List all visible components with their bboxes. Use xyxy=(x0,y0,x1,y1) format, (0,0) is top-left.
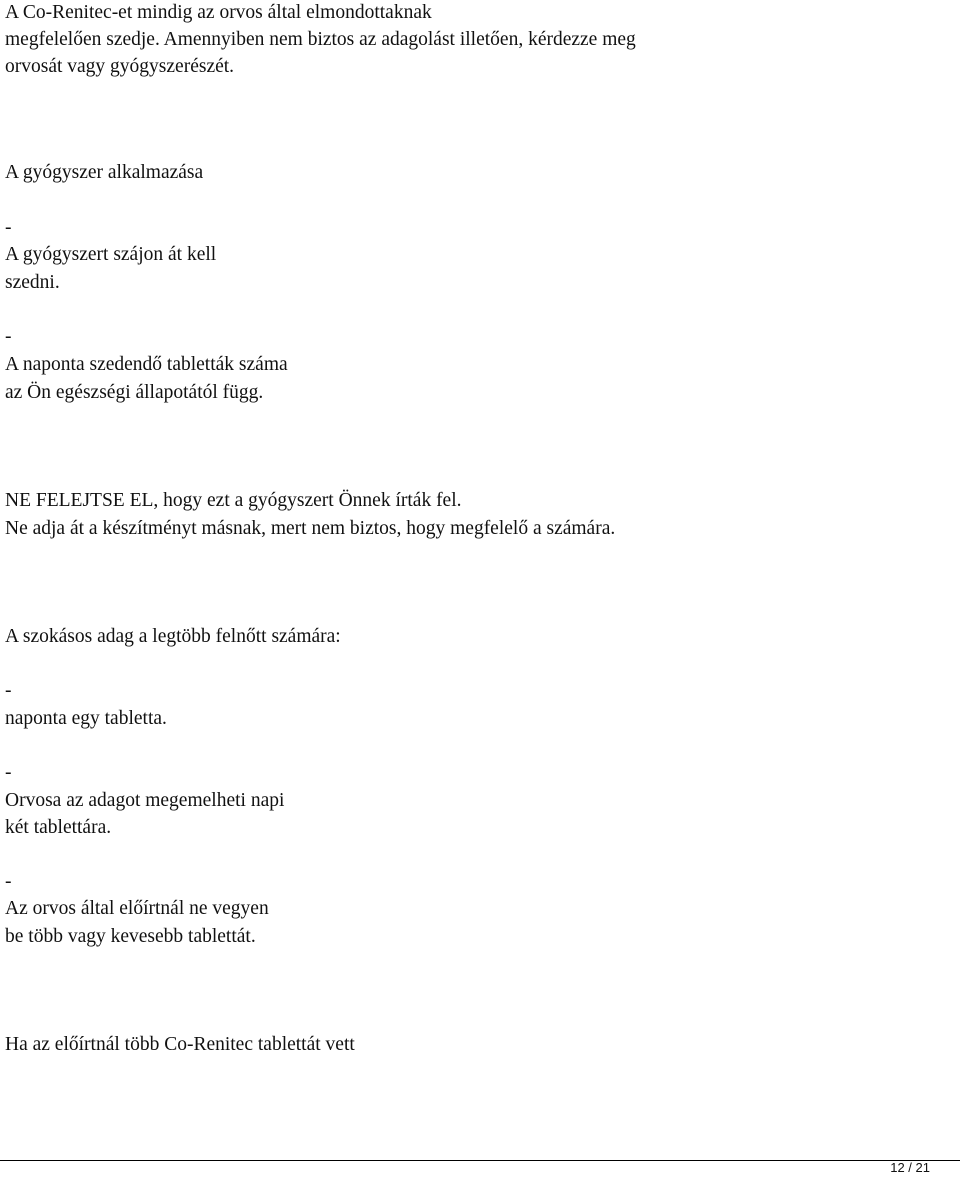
text-line: két tablettára. xyxy=(5,817,112,838)
text-line: Orvosa az adagot megemelheti napi xyxy=(5,790,285,811)
text-line: Az orvos által előírtnál ne vegyen xyxy=(5,898,269,919)
text-line: naponta egy tabletta. xyxy=(5,708,167,729)
bullet-dash: - xyxy=(5,680,12,701)
bullet-dash: - xyxy=(5,871,12,892)
bullet-dash: - xyxy=(5,762,12,783)
section-heading: A gyógyszer alkalmazása xyxy=(5,162,204,183)
section-heading: Ha az előírtnál több Co-Renitec tablettát vett xyxy=(5,1034,355,1055)
text-line: az Ön egészségi állapotától függ. xyxy=(5,382,264,403)
text-line: orvosát vagy gyógyszerészét. xyxy=(5,56,235,77)
text-line: szedni. xyxy=(5,272,60,293)
text-line: Ne adja át a készítményt másnak, mert nem biztos, hogy megfelelő a számára. xyxy=(5,518,616,539)
text-line: NE FELEJTSE EL, hogy ezt a gyógyszert Önnek írták fel. xyxy=(5,490,462,511)
section-heading: A szokásos adag a legtöbb felnőtt számára: xyxy=(5,626,341,647)
text-line: megfelelően szedje. Amennyiben nem biztos az adagolást illetően, kérdezze meg xyxy=(5,29,636,50)
footer-divider xyxy=(0,1160,960,1161)
bullet-dash: - xyxy=(5,326,12,347)
text-line: A Co-Renitec-et mindig az orvos által elmondottaknak xyxy=(5,2,432,23)
text-line: be több vagy kevesebb tablettát. xyxy=(5,926,256,947)
page-number: 12 / 21 xyxy=(890,1160,930,1175)
text-line: A gyógyszert szájon át kell xyxy=(5,244,217,265)
bullet-dash: - xyxy=(5,217,12,238)
text-line: A naponta szedendő tabletták száma xyxy=(5,354,288,375)
